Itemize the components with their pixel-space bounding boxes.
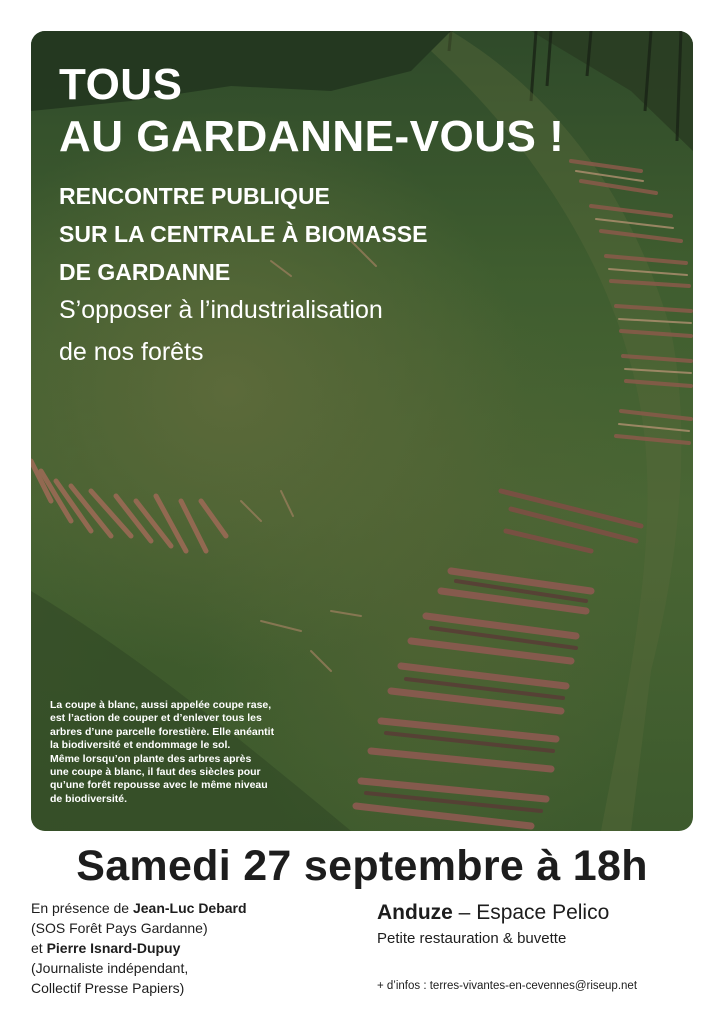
caption-line: de biodiversité. xyxy=(50,792,128,805)
speakers-block xyxy=(31,898,351,998)
clearcut-caption xyxy=(50,699,315,806)
speaker-2-role: (Journaliste indépendant, xyxy=(31,960,189,976)
caption-line: arbres d’une parcelle forestière. Elle anéantit xyxy=(50,725,275,738)
event-date: Samedi 27 septembre à 18h xyxy=(76,842,648,890)
speaker-intro: En présence de xyxy=(31,900,133,916)
venue-extra: Petite restauration & buvette xyxy=(377,930,567,947)
speaker-conjunction: et xyxy=(31,940,47,956)
title-line-1: TOUS xyxy=(59,60,183,109)
venue-block xyxy=(377,898,697,950)
venue-town: Anduze xyxy=(377,901,453,924)
poster-tagline xyxy=(59,289,383,373)
caption-line: une coupe à blanc, il faut des siècles pour xyxy=(50,766,261,779)
venue-place: Espace Pelico xyxy=(476,901,610,924)
clearcut-forest-photo xyxy=(31,31,693,831)
speaker-1-name: Jean-Luc Debard xyxy=(132,900,247,916)
speaker-2-org: Collectif Presse Papiers) xyxy=(31,980,185,996)
contact-info: + d’infos : terres-vivantes-en-cevennes@riseup.net xyxy=(377,980,638,992)
speaker-1-org: (SOS Forêt Pays Gardanne) xyxy=(31,920,208,936)
caption-line: La coupe à blanc, aussi appelée coupe rase, xyxy=(50,699,272,711)
speaker-2-line xyxy=(31,938,351,958)
subtitle-line-3: DE GARDANNE xyxy=(59,259,231,285)
caption-line: est l’action de couper et d’enlever tous les xyxy=(50,712,262,725)
subtitle-line-1: RENCONTRE PUBLIQUE xyxy=(59,183,330,209)
subtitle-line-2: SUR LA CENTRALE À BIOMASSE xyxy=(59,221,428,247)
venue-name xyxy=(377,898,697,928)
speaker-1-line xyxy=(31,898,351,918)
tagline-line-1: S’opposer à l’industrialisation xyxy=(59,296,383,324)
venue-separator: – xyxy=(452,901,477,924)
poster-subtitle xyxy=(59,177,427,291)
poster-title xyxy=(59,59,564,163)
caption-line: la biodiversité et endommage le sol. xyxy=(50,739,231,752)
speaker-2-name: Pierre Isnard-Dupuy xyxy=(46,940,181,956)
caption-line: Même lorsqu’on plante des arbres après xyxy=(50,752,252,765)
caption-line: qu’une forêt repousse avec le même niveau xyxy=(50,779,268,792)
title-line-2: AU GARDANNE-VOUS ! xyxy=(59,112,565,161)
tagline-line-2: de nos forêts xyxy=(59,338,204,366)
